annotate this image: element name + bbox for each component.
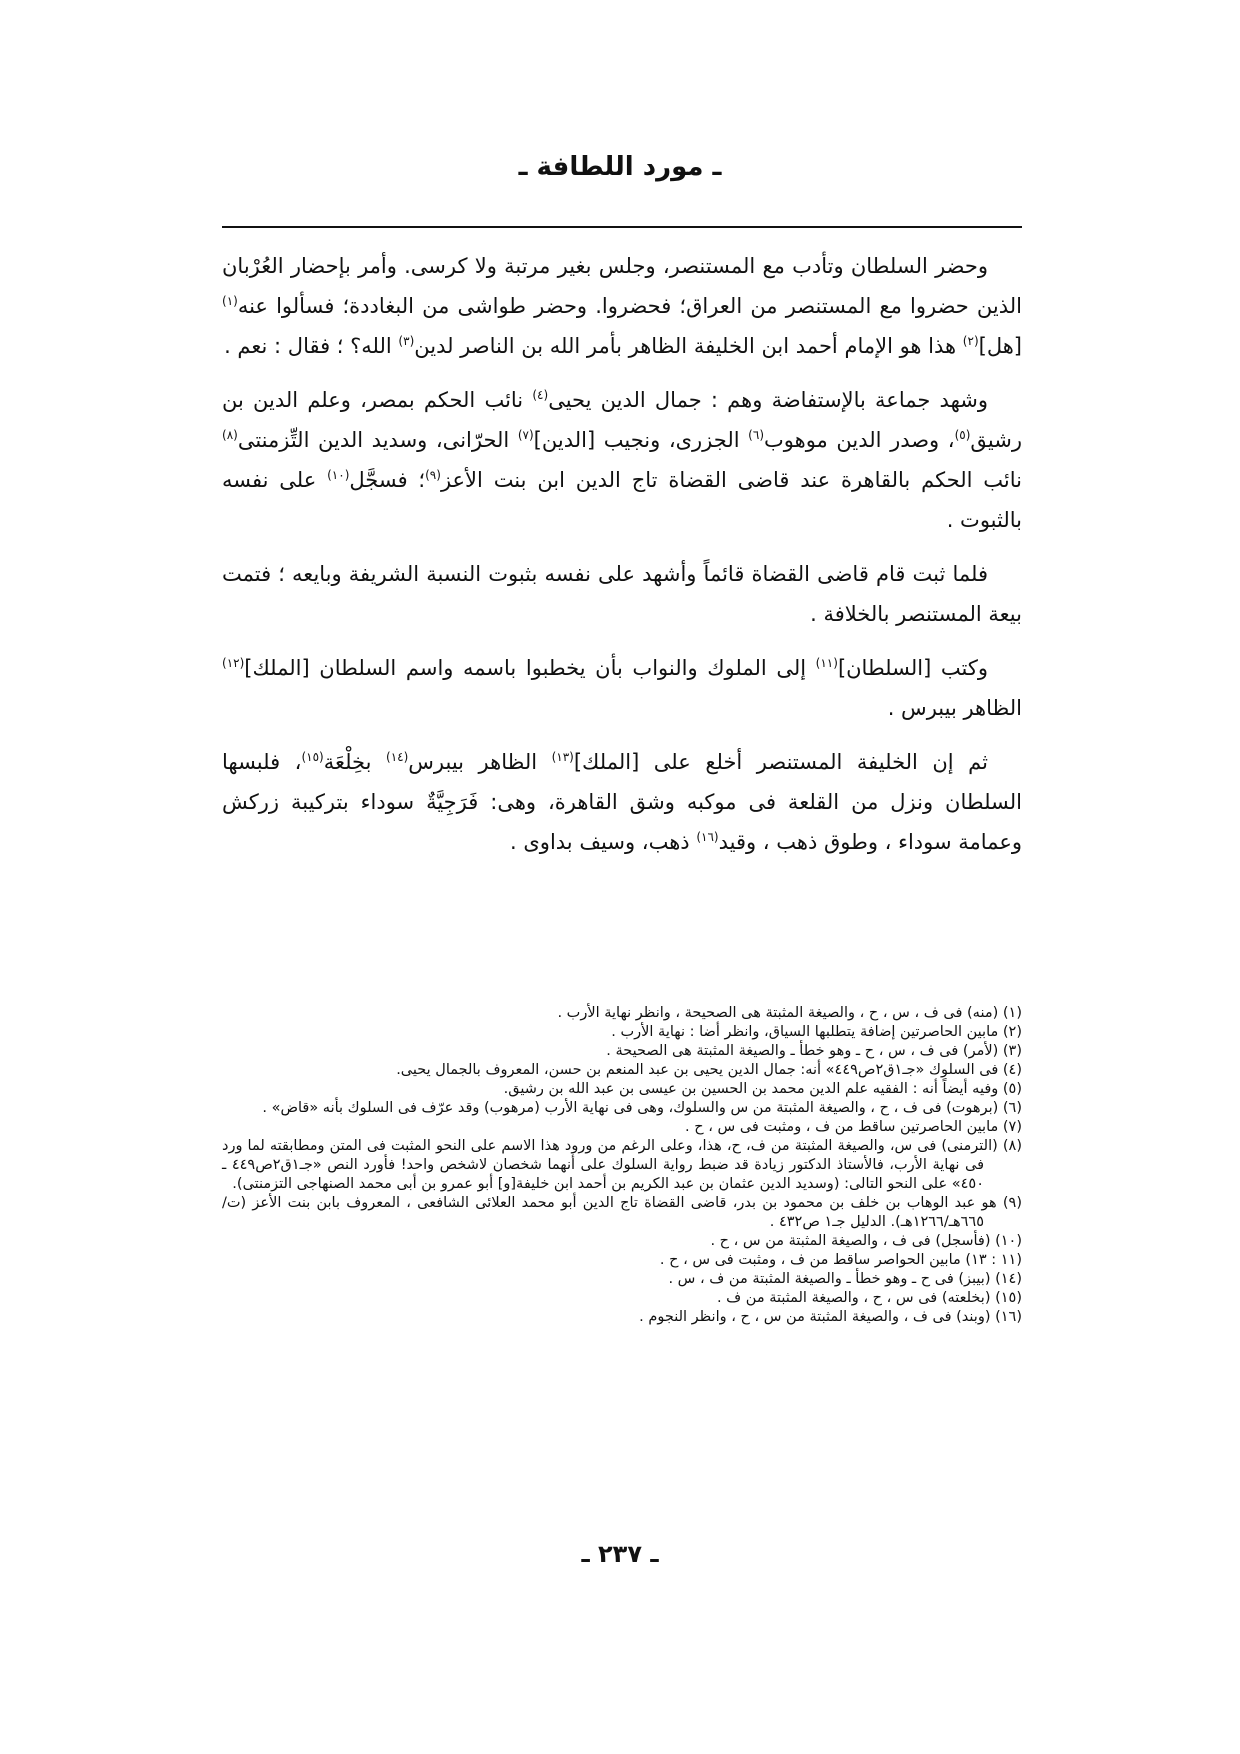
footnote: (٤) فى السلوك «جـ١ق٢ص٤٤٩» أنه: جمال الدين يحيى بن عبد المنعم بن حسن، المعروف بالجمال يحيى. [396, 1062, 1022, 1078]
footnote: (٩) هو عبد الوهاب بن خلف بن محمود بن بدر، قاضى القضاة تاج الدين أبو محمد العلائى الشافعى ، المعروف بابن بنت الأعز (ت/ ٦٦٥هـ/١٢٦٦هـ). الدليل جـ١ ص٤٣٢ . [222, 1195, 1022, 1230]
footnote: (٨) (الترمنى) فى س، والصيغة المثبتة من ف، ح، هذا، وعلى الرغم من ورود هذا الاسم على النحو المثبت فى المتن ومطابقته لما ورد فى نهاية الأرب، فالأستاذ الدكتور زيادة قد ضبط رواية السلوك على أنهما شخصان لاشخص واحد! فأورد النص «جـ١ق٢ص٤٤٩ ـ ٤٥٠» على النحو التالى: (وسديد الدين عثمان بن عبد الكريم بن أحمد ابن خليفة[و] أبو عمرو بن أبى محمد الصنهاجى التزمنتى). [222, 1138, 1022, 1192]
paragraph: وشهد جماعة بالإستفاضة وهم : جمال الدين يحيى$^{(٤)}$ نائب الحكم بمصر، وعلم الدين بن رشيق$^{(٥)}$، وصدر الدين موهوب$^{(٦)}$ الجزرى، ونجيب [الدين]$^{(٧)}$ الحرّانى، وسديد الدين التِّزمنتى$^{(٨)}$ نائب الحكم بالقاهرة عند قاضى القضاة تاج الدين ابن بنت الأعز$^{(٩)}$؛ فسجَّل$^{(١٠)}$ على نفسه بالثبوت . [222, 388, 1023, 532]
footnote: (١٤) (بيبز) فى ح ـ وهو خطأ ـ والصيغة المثبتة من ف ، س . [668, 1271, 1022, 1287]
footnote: (١) (منه) فى ف ، س ، ح ، والصيغة المثبتة هى الصحيحة ، وانظر نهاية الأرب . [557, 1005, 1022, 1021]
header-rule [222, 226, 1022, 228]
running-header: ـ مورد اللطافة ـ [518, 152, 722, 182]
footnote: (١٦) (وبند) فى ف ، والصيغة المثبتة من س ، ح ، وانظر النجوم . [639, 1309, 1022, 1325]
paragraph: وحضر السلطان وتأدب مع المستنصر، وجلس بغير مرتبة ولا كرسى. وأمر بإحضار العُرْبان الذين حضروا مع المستنصر من العراق؛ فحضروا. وحضر طواشى من البغاددة؛ فسألوا عنه$^{(١)}$ [هل]$^{(٢)}$ هذا هو الإمام أحمد ابن الخليفة الظاهر بأمر الله بن الناصر لدين$^{(٣)}$ الله؟ ؛ فقال : نعم . [222, 254, 1022, 358]
footnotes [222, 1004, 1022, 1327]
footnote: (١٥) (بخلعته) فى س ، ح ، والصيغة المثبتة من ف . [716, 1290, 1022, 1306]
footnote: (٥) وفيه أيضاً أنه : الفقيه علم الدين محمد بن الحسين بن عيسى بن عبد الله بن رشيق. [503, 1081, 1022, 1097]
main-text [222, 246, 1022, 876]
footnote: (٢) مابين الحاصرتين إضافة يتطلبها السياق، وانظر أضا : نهاية الأرب . [611, 1024, 1022, 1040]
paragraph: ثم إن الخليفة المستنصر أخلع على [الملك]$^{(١٣)}$ الظاهر بيبرس$^{(١٤)}$ بخِلْعَة$^{(١٥)}$، فلبسها السلطان ونزل من القلعة فى موكبه وشق القاهرة، وهى: فَرَجِيَّةٌ سوداء بتركيبة زركش وعمامة سوداء ، وطوق ذهب ، وقيد$^{(١٦)}$ ذهب، وسيف بداوى . [222, 750, 1022, 854]
paragraph: وكتب [السلطان]$^{(١١)}$ إلى الملوك والنواب بأن يخطبوا باسمه واسم السلطان [الملك]$^{(١٢)}$ الظاهر بيبرس . [222, 656, 1022, 720]
footnote: (١٠) (فأسجل) فى ف ، والصيغة المثبتة من س ، ح . [710, 1233, 1022, 1249]
footnote: (١١ : ١٣) مابين الحواصر ساقط من ف ، ومثبت فى س ، ح . [659, 1252, 1022, 1268]
paragraph: فلما ثبت قام قاضى القضاة قائماً وأشهد على نفسه بثبوت النسبة الشريفة وبايعه ؛ فتمت بيعة المستنصر بالخلافة . [222, 562, 1022, 626]
footnote: (٣) (لأمر) فى ف ، س ، ح ـ وهو خطأ ـ والصيغة المثبتة هى الصحيحة . [606, 1043, 1022, 1059]
page-number: ـ ٢٣٧ ـ [581, 1540, 659, 1568]
footnote: (٦) (برهوت) فى ف ، ح ، والصيغة المثبتة من س والسلوك، وهى فى نهاية الأرب (مرهوب) وقد عرّف فى السلوك بأنه «قاض» . [262, 1100, 1022, 1116]
footnote: (٧) مابين الحاصرتين ساقط من ف ، ومثبت فى س ، ح . [685, 1119, 1022, 1135]
